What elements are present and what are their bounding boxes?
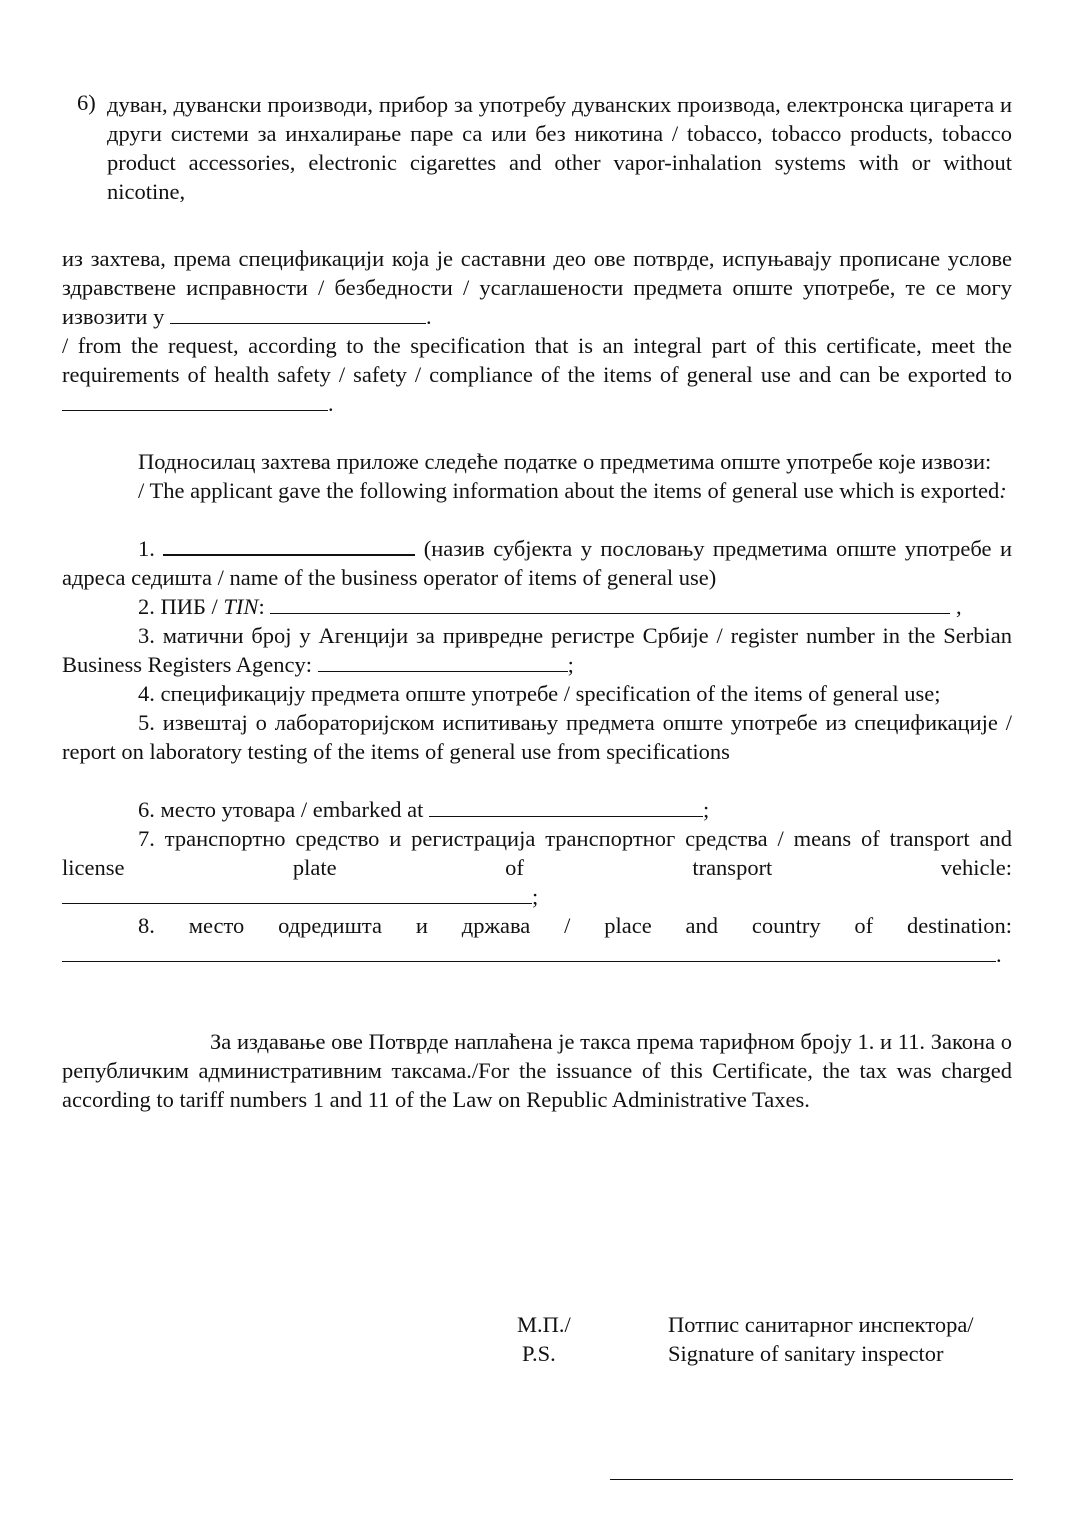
signature-line[interactable] bbox=[610, 1479, 1013, 1480]
tax-note: За издавање ове Потврде наплаћена је такса према тарифном броју 1. и 11. Закона о републичким административним таксама./For the issuance of this Certificate, the tax was charged according to tariff numbers 1 and 11 of the Law on Republic Administrative Taxes. bbox=[62, 1029, 1012, 1112]
list-item-7-blank-line: ; bbox=[62, 882, 1012, 911]
destination-blank[interactable] bbox=[62, 941, 996, 962]
business-operator-blank[interactable] bbox=[163, 534, 415, 556]
item6-number: 6) bbox=[77, 90, 96, 115]
transport-blank[interactable] bbox=[62, 883, 532, 904]
tin-blank[interactable] bbox=[270, 593, 950, 614]
ps-label: P.S. bbox=[522, 1341, 556, 1366]
list-item-3: 3. матични број у Агенцији за привредне регистре Србије / register number in the Serbian Business Registers Agency: ; bbox=[62, 623, 1012, 677]
item6-text: дуван, дувански производи, прибор за употребу дуванских производа, електронска цигарета и други системи за инхалирање паре са или без никотина / tobacco, tobacco products, tobacco product accessories, electronic cigarettes and other vapor-inhalation systems with or without nicotine, bbox=[107, 92, 1012, 204]
list-item-1: 1. (назив субјекта у пословању предметима опште употребе и адреса седишта / name of the business operator of items of general use) bbox=[62, 536, 1012, 590]
export-country-blank-sr[interactable] bbox=[170, 303, 426, 324]
signature-label-en: Signature of sanitary inspector bbox=[668, 1341, 944, 1366]
list-item-8: 8. место одредишта и држава / place and country of destination: bbox=[138, 913, 1012, 938]
stamp-placeholder bbox=[517, 1310, 571, 1368]
applicant-paragraph-sr: Подносилац захтева приложе следеће податке о предметима опште употребе које извози: bbox=[138, 449, 992, 474]
embarked-at-blank[interactable] bbox=[429, 796, 703, 817]
list-item-6 bbox=[77, 90, 1012, 206]
document-body bbox=[62, 90, 1012, 1114]
register-number-blank[interactable] bbox=[318, 651, 568, 672]
list-item-7: 7. транспортно средство и регистрација транспортног средства / means of transport and license plate of transport vehicle: bbox=[62, 826, 1012, 880]
mp-label: М.П./ bbox=[517, 1312, 571, 1337]
signature-caption bbox=[668, 1310, 974, 1368]
list-item-2: 2. ПИБ / TIN: , bbox=[138, 594, 962, 619]
list-item-8-blank-line: . bbox=[62, 940, 1012, 969]
export-country-blank-en[interactable] bbox=[62, 390, 328, 411]
list-item-6: 6. место утовара / embarked at ; bbox=[138, 797, 710, 822]
list-item-4: 4. спецификацију предмета опште употребе / specification of the items of general use; bbox=[138, 681, 941, 706]
request-paragraph-sr: из захтева, према спецификацији која је саставни део ове потврде, испуњавају прописане услове здравствене исправности / безбедности / усаглашености предмета опште употребе, те се могу извозити у . bbox=[62, 246, 1012, 329]
signature-label-sr: Потпис санитарног инспектора/ bbox=[668, 1312, 974, 1337]
applicant-paragraph-en: / The applicant gave the following information about the items of general use which is exported: bbox=[138, 478, 1007, 503]
request-paragraph-en: / from the request, according to the specification that is an integral part of this certificate, meet the requirements of health safety / safety / compliance of the items of general use and can be exported to . bbox=[62, 333, 1012, 416]
list-item-5: 5. извештај о лабораторијском испитивању предмета опште употребе из спецификације / report on laboratory testing of the items of general use from specifications bbox=[62, 710, 1012, 764]
